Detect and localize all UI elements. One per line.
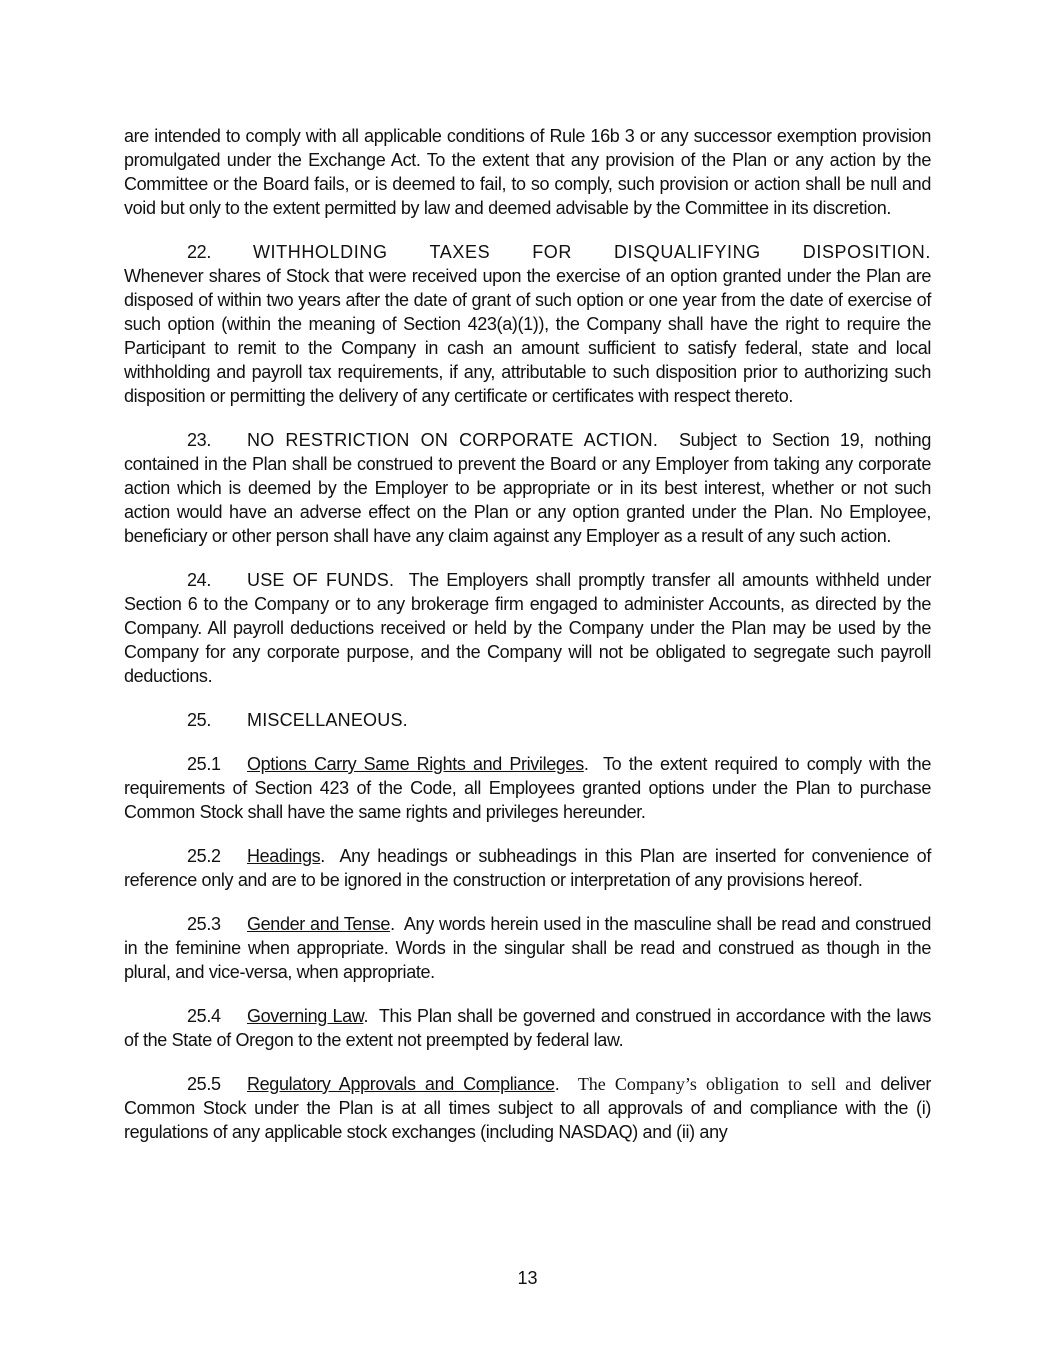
section-25-1: 25.1 Options Carry Same Rights and Privileges. To the extent required to comply with the requirements of Section 423 of the Code, all Employees granted options under the Plan to purchase Common Stock shall have the same rights and privileges hereunder. bbox=[124, 754, 932, 822]
section-25-3-body: Any words herein used in the masculine shall be read and construed in the feminine when appropriate. Words in the singular shall be read and construed as though in the plural, and vice-versa, when appropriate. bbox=[124, 914, 931, 982]
section-25-4-number: 25.4 bbox=[187, 1006, 221, 1026]
section-25 bbox=[124, 708, 931, 732]
section-25-2: 25.2 Headings. Any headings or subheadings in this Plan are inserted for convenience of reference only and are to be ignored in the construction or interpretation of any provisions hereof. bbox=[124, 846, 931, 890]
section-25-heading: MISCELLANEOUS. bbox=[247, 710, 408, 730]
section-25-3-number: 25.3 bbox=[187, 914, 221, 934]
section-23-heading: NO RESTRICTION ON CORPORATE ACTION. bbox=[247, 430, 659, 450]
section-22-heading-word: DISQUALIFYING bbox=[613, 242, 761, 262]
section-23-body: Subject to Section 19, nothing contained in the Plan shall be construed to prevent the Board or any Employer from taking any corporate action which is deemed by the Employer to be appropriate or in its best interest, whether or not such action would have an adverse effect on the Plan or any option granted under the Plan. No Employee, beneficiary or other person shall have any claim against any Employer as a result of any such action. bbox=[124, 430, 931, 546]
section-23-number: 23. bbox=[187, 430, 211, 450]
section-25-3-title: Gender and Tense bbox=[247, 914, 391, 934]
section-24-heading: USE OF FUNDS. bbox=[247, 570, 395, 590]
intro-paragraph: are intended to comply with all applicable conditions of Rule 16b 3 or any successor exemption provision promulgated under the Exchange Act. To the extent that any provision of the Plan or any action by the Committee or the Board fails, or is deemed to fail, to so comply, such provision or action shall be null and void but only to the extent permitted by law and deemed advisable by the Committee in its discretion. bbox=[124, 126, 931, 218]
section-25-4: 25.4 Governing Law. This Plan shall be governed and construed in accordance with the laws of the State of Oregon to the extent not preempted by federal law. bbox=[124, 1006, 931, 1050]
section-25-3: 25.3 Gender and Tense. Any words herein used in the masculine shall be read and construed in the feminine when appropriate. Words in the singular shall be read and construed as though in the plural, and vice-versa, when appropriate. bbox=[124, 914, 931, 982]
page-number: 13 bbox=[517, 1268, 538, 1288]
section-22-number: 22. bbox=[187, 242, 211, 262]
section-25-2-title: Headings bbox=[247, 846, 321, 866]
section-24 bbox=[124, 568, 931, 688]
section-25-number: 25. bbox=[187, 710, 211, 730]
section-25-5-body: deliver Common Stock under the Plan is at all times subject to all approvals of and compliance with the (i) regulations of any applicable stock exchanges (including NASDAQ) and (ii) any bbox=[124, 1074, 932, 1142]
section-25-2-number: 25.2 bbox=[187, 846, 221, 866]
section-24-body: The Employers shall promptly transfer all amounts withheld under Section 6 to the Company or to any brokerage firm engaged to administer Accounts, as directed by the Company. All payroll deductions received or held by the Company under the Plan may be used by the Company for any corporate purpose, and the Company will not be obligated to segregate such payroll deductions. bbox=[124, 570, 931, 686]
section-25-4-body: This Plan shall be governed and construed in accordance with the laws of the State of Oregon to the extent not preempted by federal law. bbox=[124, 1006, 931, 1050]
section-22-body: Whenever shares of Stock that were received upon the exercise of an option granted under the Plan are disposed of within two years after the date of grant of such option or one year from the date of exercise of such option (within the meaning of Section 423(a)(1)), the Company shall have the right to require the Participant to remit to the Company in cash an amount sufficient to satisfy federal, state and local withholding and payroll tax requirements, if any, attributable to such disposition prior to authorizing such disposition or permitting the delivery of any certificate or certificates with respect thereto. bbox=[124, 266, 931, 406]
section-22-heading-word: DISPOSITION. bbox=[802, 242, 931, 262]
section-22-heading-word: WITHHOLDING bbox=[252, 242, 388, 262]
section-25-1-body: To the extent required to comply with the requirements of Section 423 of the Code, all Employees granted options under the Plan to purchase Common Stock shall have the same rights and privileges hereunder. bbox=[124, 754, 932, 822]
section-25-5: 25.5 Regulatory Approvals and Compliance. The Company’s obligation to sell and deliver Common Stock under the Plan is at all times subject to all approvals of and compliance with the (i) regulations of any applicable stock exchanges (including NASDAQ) and (ii) any bbox=[124, 1074, 932, 1142]
section-22 bbox=[124, 240, 931, 408]
section-22-heading-word: TAXES bbox=[429, 242, 491, 262]
page-body bbox=[124, 124, 931, 1144]
section-22-heading-word: FOR bbox=[532, 242, 572, 262]
section-25-2-body: Any headings or subheadings in this Plan are inserted for convenience of reference only and are to be ignored in the construction or interpretation of any provisions hereof. bbox=[124, 846, 931, 890]
section-24-number: 24. bbox=[187, 570, 211, 590]
section-25-1-title: Options Carry Same Rights and Privileges bbox=[247, 754, 584, 774]
section-22-heading-line bbox=[124, 240, 931, 264]
section-25-5-title: Regulatory Approvals and Compliance bbox=[247, 1074, 555, 1094]
section-25-1-number: 25.1 bbox=[187, 754, 221, 774]
section-25-5-body-serif: The Company’s obligation to sell and bbox=[577, 1074, 872, 1094]
section-25-5-number: 25.5 bbox=[187, 1074, 221, 1094]
section-25-4-title: Governing Law bbox=[247, 1006, 364, 1026]
section-23 bbox=[124, 428, 931, 548]
